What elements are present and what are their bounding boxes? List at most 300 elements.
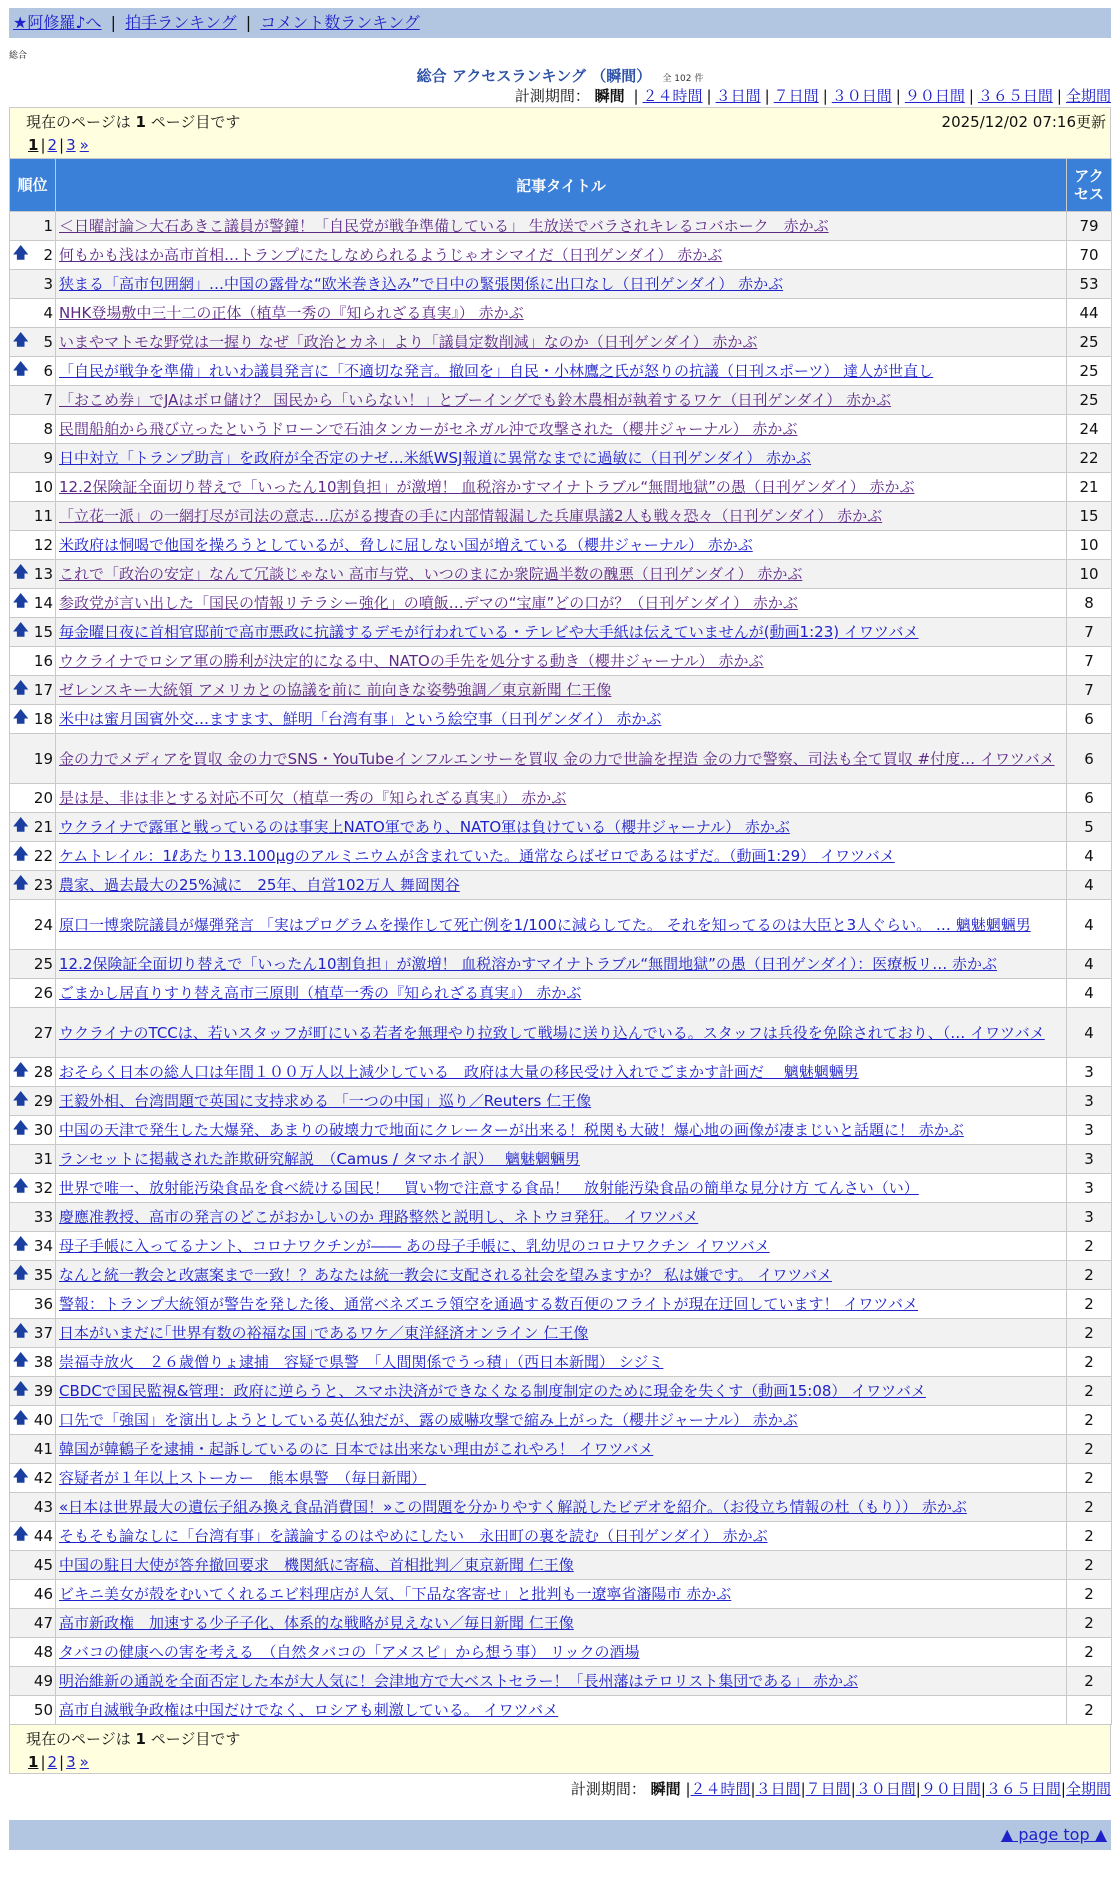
title-cell [56,1087,1067,1116]
rank-cell [10,1290,56,1319]
access-count: 10 [1067,560,1112,589]
period-separator: | [850,1780,856,1798]
page-link[interactable]: 3 [66,136,76,154]
access-count: 22 [1067,444,1112,473]
rank-number: 39 [33,1382,53,1400]
current-page-prefix: 現在のページは [26,1730,131,1748]
rank-cell [10,386,56,415]
title-cell [56,618,1067,647]
period-option-link[interactable]: ２４時間 [642,87,703,105]
access-count: 25 [1067,328,1112,357]
title-cell [56,1522,1067,1551]
article-title-link[interactable]: 12.2保険証全面切り替えで「いったん10割負担」が激増！ 血税溶かすマイナトラブル“無間地獄”の愚（日刊ゲンダイ）：医療板リ… 赤かぶ [59,955,997,973]
rank-number: 43 [33,1498,53,1516]
rank-cell [10,618,56,647]
rank-number: 24 [33,915,53,934]
access-count: 3 [1067,1087,1112,1116]
rank-cell [10,1348,56,1377]
access-count: 2 [1067,1522,1112,1551]
article-title-link[interactable]: 韓国が韓鶴子を逮捕・起訴しているのに 日本では出来ない理由がこれやろ！ イワツバメ [59,1440,654,1458]
article-title-link[interactable]: 世界で唯一、放射能汚染食品を食べ続ける国民！ 買い物で注意する食品！ 放射能汚染食品の簡単な見分け方 てんさい（い） [59,1179,919,1197]
table-row [10,357,1112,386]
title-cell [56,979,1067,1008]
table-row [10,900,1112,950]
access-count: 4 [1067,950,1112,979]
up-arrow-icon: 🡅 [13,1350,29,1369]
table-row [10,1406,1112,1435]
access-count: 25 [1067,386,1112,415]
category-label: 総合 [9,51,28,61]
rank-number: 37 [33,1324,53,1342]
access-count: 79 [1067,212,1112,241]
access-count: 7 [1067,676,1112,705]
up-arrow-icon: 🡅 [13,1466,29,1485]
access-count: 2 [1067,1435,1112,1464]
article-title-link[interactable]: 高市自滅戦争政権は中国だけでなく、ロシアも刺激している。 イワツバメ [59,1701,559,1719]
rank-number: 28 [33,1063,53,1081]
title-cell [56,560,1067,589]
page-separator: | [40,136,46,154]
period-option-link[interactable]: ９０日間 [904,87,965,105]
up-arrow-icon: 🡅 [13,1060,29,1079]
table-row [10,328,1112,357]
access-count: 2 [1067,1667,1112,1696]
article-title-link[interactable]: 王毅外相、台湾問題で英国に支持求める 「一つの中国」巡り／Reuters 仁王像 [59,1092,592,1110]
title-cell [56,1290,1067,1319]
article-title-link[interactable]: «日本は世界最大の遺伝子組み換え食品消費国！»この問題を分かりやすく解説したビデオを紹介。（お役立ち情報の杜（もり）） 赤かぶ [59,1498,967,1516]
rank-cell [10,531,56,560]
access-count: 2 [1067,1493,1112,1522]
article-title-link[interactable]: 中国の天津で発生した大爆発、あまりの破壊力で地面にクレーターが出来る！税関も大破！爆心地の画像が凄まじいと話題に！ 赤かぶ [59,1121,964,1139]
table-row [10,813,1112,842]
top-nav-bar [9,8,1111,38]
rank-number: 18 [33,710,53,728]
title-cell [56,1203,1067,1232]
title-cell [56,900,1067,950]
article-title-link[interactable]: 「おこめ券」でJAはボロ儲け？ 国民から「いらない！」とブーイングでも鈴木農相が執着するワケ（日刊ゲンダイ） 赤かぶ [59,391,892,409]
rank-cell [10,813,56,842]
rank-number: 44 [33,1527,53,1545]
title-cell [56,1667,1067,1696]
article-title-link[interactable]: 米政府は恫喝で他国を操ろうとしているが、脅しに屈しない国が増えている（櫻井ジャーナル） 赤かぶ [59,536,753,554]
article-title-link[interactable]: おそらく日本の総人口は年間１００万人以上減少している 政府は大量の移民受け入れでごまかす計画だ 魑魅魍魎男 [59,1063,859,1081]
rank-number: 34 [33,1237,53,1255]
period-option-link[interactable]: ３６５日間 [985,1780,1061,1798]
article-title-link[interactable]: CBDCで国民監視&管理：政府に逆らうと、スマホ決済ができなくなる制度制定のために現金を失くす（動画15:08） イワツバメ [59,1382,926,1400]
nav-separator: | [110,13,117,32]
table-row [10,299,1112,328]
table-row [10,1435,1112,1464]
article-title-link[interactable]: 「自民が戦争を準備」れいわ議員発言に「不適切な発言。撤回を」自民・小林鷹之氏が怒りの抗議（日刊スポーツ） 達人が世直し [59,362,934,380]
article-title-link[interactable]: 米中は蜜月国賓外交…ますます、鮮明「台湾有事」という絵空事（日刊ゲンダイ） 赤かぶ [59,710,662,728]
period-option-link[interactable]: ３０日間 [855,1780,916,1798]
page-top-link[interactable]: ▲ page top ▲ [1000,1825,1107,1844]
article-title-link[interactable]: ウクライナでロシア軍の勝利が決定的になる中、NATOの手先を処分する動き（櫻井ジャーナル） 赤かぶ [59,652,764,670]
article-title-link[interactable]: ケムトレイル：1ℓあたり13.100μgのアルミニウムが含まれていた。通常ならばゼロであるはずだ。（動画1:29） イワツバメ [59,847,895,865]
table-row [10,1232,1112,1261]
total-count: 全 102 件 [662,74,704,84]
table-row [10,734,1112,784]
period-option-link[interactable]: ２４時間 [690,1780,751,1798]
title-cell [56,328,1067,357]
article-title-link[interactable]: 参政党が言い出した「国民の情報リテラシー強化」の噴飯…デマの“宝庫”どの口が？（日刊ゲンダイ） 赤かぶ [59,594,798,612]
period-separator: | [800,1780,806,1798]
title-cell [56,647,1067,676]
table-row [10,979,1112,1008]
up-arrow-icon: 🡅 [13,359,29,378]
page-link[interactable]: 2 [47,1753,58,1771]
access-count: 3 [1067,1203,1112,1232]
access-count: 2 [1067,1580,1112,1609]
title-cell [56,1551,1067,1580]
rank-number: 12 [33,536,53,554]
title-cell [56,1232,1067,1261]
home-link[interactable]: ★阿修羅♪へ [13,13,102,32]
rank-number: 21 [33,818,53,836]
article-title-link[interactable]: 12.2保険証全面切り替えで「いったん10割負担」が激増！ 血税溶かすマイナトラブル“無間地獄”の愚（日刊ゲンダイ） 赤かぶ [59,478,915,496]
access-count: 2 [1067,1319,1112,1348]
table-row [10,1464,1112,1493]
access-count: 3 [1067,1145,1112,1174]
access-count: 3 [1067,1058,1112,1087]
table-row [10,1116,1112,1145]
table-row [10,784,1112,813]
article-title-link[interactable]: 何もかも浅はか高市首相…トランプにたしなめられるようじゃオシマイだ（日刊ゲンダイ） 赤かぶ [59,246,723,264]
rank-number: 49 [33,1672,53,1690]
page-separator: | [59,1753,65,1771]
access-count: 2 [1067,1638,1112,1667]
rank-cell [10,1406,56,1435]
up-arrow-icon: 🡅 [13,678,29,697]
up-arrow-icon: 🡅 [13,1118,29,1137]
rank-cell [10,299,56,328]
page-link[interactable]: 2 [47,136,58,154]
article-title-link[interactable]: 狭まる「高市包囲網」…中国の露骨な“欧米巻き込み”で日中の緊張関係に出口なし（日刊ゲンダイ） 赤かぶ [59,275,784,293]
title-cell [56,502,1067,531]
rank-cell [10,1609,56,1638]
period-separator: | [915,1780,921,1798]
access-count: 7 [1067,647,1112,676]
rank-number: 47 [33,1614,53,1632]
rank-number: 27 [33,1023,53,1042]
rank-cell [10,328,56,357]
rank-cell [10,1008,56,1058]
access-count: 2 [1067,1377,1112,1406]
title-cell [56,1008,1067,1058]
article-title-link[interactable]: これで「政治の安定」なんて冗談じゃない 高市与党、いつのまにか衆院過半数の醜悪（日刊ゲンダイ） 赤かぶ [59,565,803,583]
title-cell [56,1696,1067,1725]
rank-cell [10,784,56,813]
up-arrow-icon: 🡅 [13,873,29,892]
next-page-link[interactable]: » [79,1753,89,1771]
article-title-link[interactable]: ビキニ美女が殻をむいてくれるエビ料理店が人気、「下品な客寄せ」と批判も一遼寧省瀋陽市 赤かぶ [59,1585,732,1603]
col-rank-header: 順位 [10,159,56,212]
rank-number: 46 [33,1585,53,1603]
table-row [10,1696,1112,1725]
page-separator: | [59,136,65,154]
title-cell [56,705,1067,734]
rank-number: 5 [43,333,53,351]
period-separator: | [895,87,901,105]
page-links [26,1751,1106,1773]
article-title-link[interactable]: NHK登場敷中三十二の正体（植草一秀の『知られざる真実』） 赤かぶ [59,304,524,322]
table-row [10,1174,1112,1203]
rank-cell [10,871,56,900]
table-row [10,618,1112,647]
table-row [10,531,1112,560]
table-row [10,1551,1112,1580]
rank-cell [10,1203,56,1232]
table-row [10,1261,1112,1290]
rank-cell [10,444,56,473]
period-current: 瞬間 [594,87,625,105]
page-title [9,65,1111,85]
pager-bottom [9,1725,1111,1774]
period-option-link[interactable]: ３０日間 [831,87,892,105]
period-separator: | [764,87,770,105]
access-count: 2 [1067,1348,1112,1377]
title-cell [56,1058,1067,1087]
up-arrow-icon: 🡅 [13,1234,29,1253]
access-count: 6 [1067,705,1112,734]
rank-number: 9 [43,449,53,467]
period-option-link[interactable]: ７日間 [773,87,819,105]
access-count: 4 [1067,900,1112,950]
up-arrow-icon: 🡅 [13,815,29,834]
rank-number: 40 [33,1411,53,1429]
title-cell [56,676,1067,705]
title-cell [56,589,1067,618]
col-count-header: アクセス [1067,159,1112,212]
article-title-link[interactable]: ゼレンスキー大統領 アメリカとの協議を前に 前向きな姿勢強調／東京新聞 仁王像 [59,681,612,699]
rank-number: 32 [33,1179,53,1197]
rank-cell [10,705,56,734]
article-title-link[interactable]: 「立花一派」の一網打尽が司法の意志…広がる捜査の手に内部情報漏した兵庫県議2人も戦々恐々（日刊ゲンダイ） 赤かぶ [59,507,883,525]
article-title-link[interactable]: 農家、過去最大の25%減に 25年、自営102万人 舞岡関谷 [59,876,460,894]
rank-cell [10,900,56,950]
rank-cell [10,1522,56,1551]
table-row [10,1522,1112,1551]
up-arrow-icon: 🡅 [13,243,29,262]
rank-number: 36 [33,1295,53,1313]
article-title-link[interactable]: 崇福寺放火 ２６歳僧りょ逮捕 容疑で県警 「人間関係でうっ積」（西日本新聞） シジミ [59,1353,664,1371]
title-cell [56,1116,1067,1145]
article-title-link[interactable]: 金の力でメディアを買収 金の力でSNS・YouTubeインフルエンサーを買収 金の力で世論を捏造 金の力で警察、司法も全て買収 #付度… イワツバメ [59,749,1055,768]
article-title-link[interactable]: 日本がいまだに｢世界有数の裕福な国｣であるワケ／東洋経済オンライン 仁王像 [59,1324,589,1342]
rank-cell [10,1232,56,1261]
rank-number: 31 [33,1150,53,1168]
table-row [10,270,1112,299]
access-count: 10 [1067,531,1112,560]
title-cell [56,813,1067,842]
period-option-link[interactable]: 全期間 [1065,1780,1111,1798]
title-cell [56,1145,1067,1174]
period-option-link[interactable]: ３６５日間 [977,87,1053,105]
article-title-link[interactable]: 警報：トランプ大統領が警告を発した後、通常ベネズエラ領空を通過する数百便のフライトが現在迂回しています！ イワツバメ [59,1295,919,1313]
period-separator: | [1060,1780,1066,1798]
article-title-link[interactable]: 是は是、非は非とする対応不可欠（植草一秀の『知られざる真実』） 赤かぶ [59,789,567,807]
up-arrow-icon: 🡅 [13,1176,29,1195]
article-title-link[interactable]: 中国の駐日大使が答弁撤回要求 機関紙に寄稿、首相批判／東京新聞 仁王像 [59,1556,574,1574]
article-title-link[interactable]: 口先で「強国」を演出しようとしている英仏独だが、露の威嚇攻撃で縮み上がった（櫻井ジャーナル） 赤かぶ [59,1411,798,1429]
article-title-link[interactable]: いまやマトモな野党は一握り なぜ「政治とカネ」より「議員定数削減」なのか（日刊ゲンダイ） 赤かぶ [59,333,758,351]
table-row [10,1203,1112,1232]
rank-number: 25 [33,955,53,973]
table-row [10,950,1112,979]
up-arrow-icon: 🡅 [13,562,29,581]
rank-number: 14 [33,594,53,612]
article-title-link[interactable]: 母子手帳に入ってるナント、コロナワクチンが―― あの母子手帳に、乳幼児のコロナワクチン イワツバメ [59,1237,770,1255]
title-cell [56,386,1067,415]
access-count: 4 [1067,1008,1112,1058]
rank-number: 19 [33,749,53,768]
table-row [10,560,1112,589]
article-title-link[interactable]: ランセットに掲載された詐欺研究解説 （Camus / タマホイ訳） 魑魅魍魎男 [59,1150,580,1168]
rank-number: 30 [33,1121,53,1139]
article-title-link[interactable]: 毎金曜日夜に首相官邸前で高市悪政に抗議するデモが行われている・テレビや大手紙は伝えていませんが(動画1:23) イワツバメ [59,623,919,641]
period-selector [9,85,1111,107]
period-separator: | [968,87,974,105]
period-separator: | [822,87,828,105]
current-page-number: 1 [135,113,146,131]
article-title-link[interactable]: 明治維新の通説を全面否定した本が大人気に！会津地方で大ベストセラー！「長州藩はテロリスト集団である」 赤かぶ [59,1672,859,1690]
current-page-number: 1 [135,1730,146,1748]
table-row [10,1319,1112,1348]
rank-cell [10,1087,56,1116]
rank-number: 3 [43,275,53,293]
article-title-link[interactable]: そもそも論なしに「台湾有事」を議論するのはやめにしたい 永田町の裏を読む（日刊ゲンダイ） 赤かぶ [59,1527,768,1545]
period-option-link[interactable]: 全期間 [1065,87,1111,105]
period-option-link[interactable]: ７日間 [805,1780,851,1798]
up-arrow-icon: 🡅 [13,707,29,726]
access-count: 15 [1067,502,1112,531]
article-title-link[interactable]: ＜日曜討論＞大石あきこ議員が警鐘！「自民党が戦争準備している」 生放送でバラされキレるコバホーク 赤かぶ [59,217,829,235]
period-separator: | [1056,87,1062,105]
article-title-link[interactable]: なんと統一教会と改憲案まで一致！？あなたは統一教会に支配される社会を望みますか？ 私は嫌です。 イワツバメ [59,1266,833,1284]
rank-cell [10,1174,56,1203]
article-title-link[interactable]: 原口一博衆院議員が爆弾発言 「実はプログラムを操作して死亡例を1/100に減らしてた。 それを知ってるのは大臣と3人ぐらい。 … 魑魅魍魎男 [59,915,1031,934]
rank-cell [10,1493,56,1522]
article-title-link[interactable]: ウクライナで露軍と戦っているのは事実上NATO軍であり、NATO軍は負けている（櫻井ジャーナル） 赤かぶ [59,818,790,836]
article-title-link[interactable]: 慶應准教授、高市の発言のどこがおかしいのか 理路整然と説明し、ネトウヨ発狂。 イワツバメ [59,1208,699,1226]
rank-cell [10,1058,56,1087]
title-cell [56,1464,1067,1493]
rank-number: 10 [33,478,53,496]
rank-number: 38 [33,1353,53,1371]
up-arrow-icon: 🡅 [13,844,29,863]
rank-cell [10,647,56,676]
access-count: 8 [1067,589,1112,618]
access-count: 24 [1067,415,1112,444]
title-cell [56,1348,1067,1377]
rank-cell [10,1667,56,1696]
article-title-link[interactable]: ごまかし居直りすり替え高市三原則（植草一秀の『知られざる真実』） 赤かぶ [59,984,582,1002]
rank-number: 23 [33,876,53,894]
comment-ranking-link[interactable]: コメント数ランキング [260,13,420,32]
rank-number: 35 [33,1266,53,1284]
title-cell [56,299,1067,328]
period-separator: | [633,87,639,105]
up-arrow-icon: 🡅 [13,1263,29,1282]
up-arrow-icon: 🡅 [13,591,29,610]
period-option-link[interactable]: ９０日間 [920,1780,981,1798]
current-page-prefix: 現在のページは [26,113,131,131]
up-arrow-icon: 🡅 [13,1321,29,1340]
period-separator: | [706,87,712,105]
rank-cell [10,734,56,784]
period-option-link[interactable]: ３日間 [715,87,761,105]
rank-number: 11 [33,507,53,525]
rank-cell [10,1261,56,1290]
period-separator: | [980,1780,986,1798]
page-separator: | [40,1753,46,1771]
title-cell [56,1493,1067,1522]
article-title-link[interactable]: 容疑者が１年以上ストーカー 熊本県警 （毎日新聞） [59,1469,427,1487]
table-row [10,705,1112,734]
article-title-link[interactable]: 高市新政権 加速する少子子化、体系的な戦略が見えない／毎日新聞 仁王像 [59,1614,574,1632]
rank-number: 22 [33,847,53,865]
rank-cell [10,560,56,589]
rank-number: 33 [33,1208,53,1226]
rank-cell [10,1464,56,1493]
table-row [10,1087,1112,1116]
rank-cell [10,212,56,241]
period-option-link[interactable]: ３日間 [755,1780,801,1798]
rank-cell [10,357,56,386]
ranking-title: 総合 アクセスランキング （瞬間） [416,67,652,85]
access-count: 2 [1067,1290,1112,1319]
title-cell [56,1580,1067,1609]
article-title-link[interactable]: タバコの健康への害を考える （自然タバコの「アメスピ」から想う事） リックの酒場 [59,1643,640,1661]
rank-cell [10,415,56,444]
table-row [10,473,1112,502]
title-cell [56,1377,1067,1406]
period-separator: | [685,1780,691,1798]
table-row [10,1058,1112,1087]
article-title-link[interactable]: ウクライナのTCCは、若いスタッフが町にいる若者を無理やり拉致して戦場に送り込んでいる。スタッフは兵役を免除されており、（… イワツバメ [59,1023,1045,1042]
page-links [26,134,1106,156]
access-count: 4 [1067,842,1112,871]
page-current: 1 [28,136,39,154]
rank-number: 17 [33,681,53,699]
rank-number: 29 [33,1092,53,1110]
table-row [10,415,1112,444]
page-link[interactable]: 3 [66,1753,76,1771]
table-row [10,1008,1112,1058]
access-count: 3 [1067,1174,1112,1203]
up-arrow-icon: 🡅 [13,1408,29,1427]
article-title-link[interactable]: 日中対立「トランプ助言」を政府が全否定のナゼ…米紙WSJ報道に異常なまでに過敏に（日刊ゲンダイ） 赤かぶ [59,449,812,467]
table-row [10,1493,1112,1522]
bottom-bar [9,1820,1111,1850]
rank-cell [10,270,56,299]
rank-number: 20 [33,789,53,807]
current-page-suffix: ページ目です [150,1730,241,1748]
nav-separator: | [245,13,252,32]
rank-cell [10,842,56,871]
table-row [10,676,1112,705]
rank-number: 41 [33,1440,53,1458]
rank-cell [10,676,56,705]
clap-ranking-link[interactable]: 拍手ランキング [125,13,237,32]
table-row [10,241,1112,270]
article-title-link[interactable]: 民間船舶から飛び立ったというドローンで石油タンカーがセネガル沖で攻撃された（櫻井ジャーナル） 赤かぶ [59,420,798,438]
next-page-link[interactable]: » [79,136,89,154]
table-row [10,1348,1112,1377]
access-count: 5 [1067,813,1112,842]
table-row [10,589,1112,618]
table-row [10,444,1112,473]
